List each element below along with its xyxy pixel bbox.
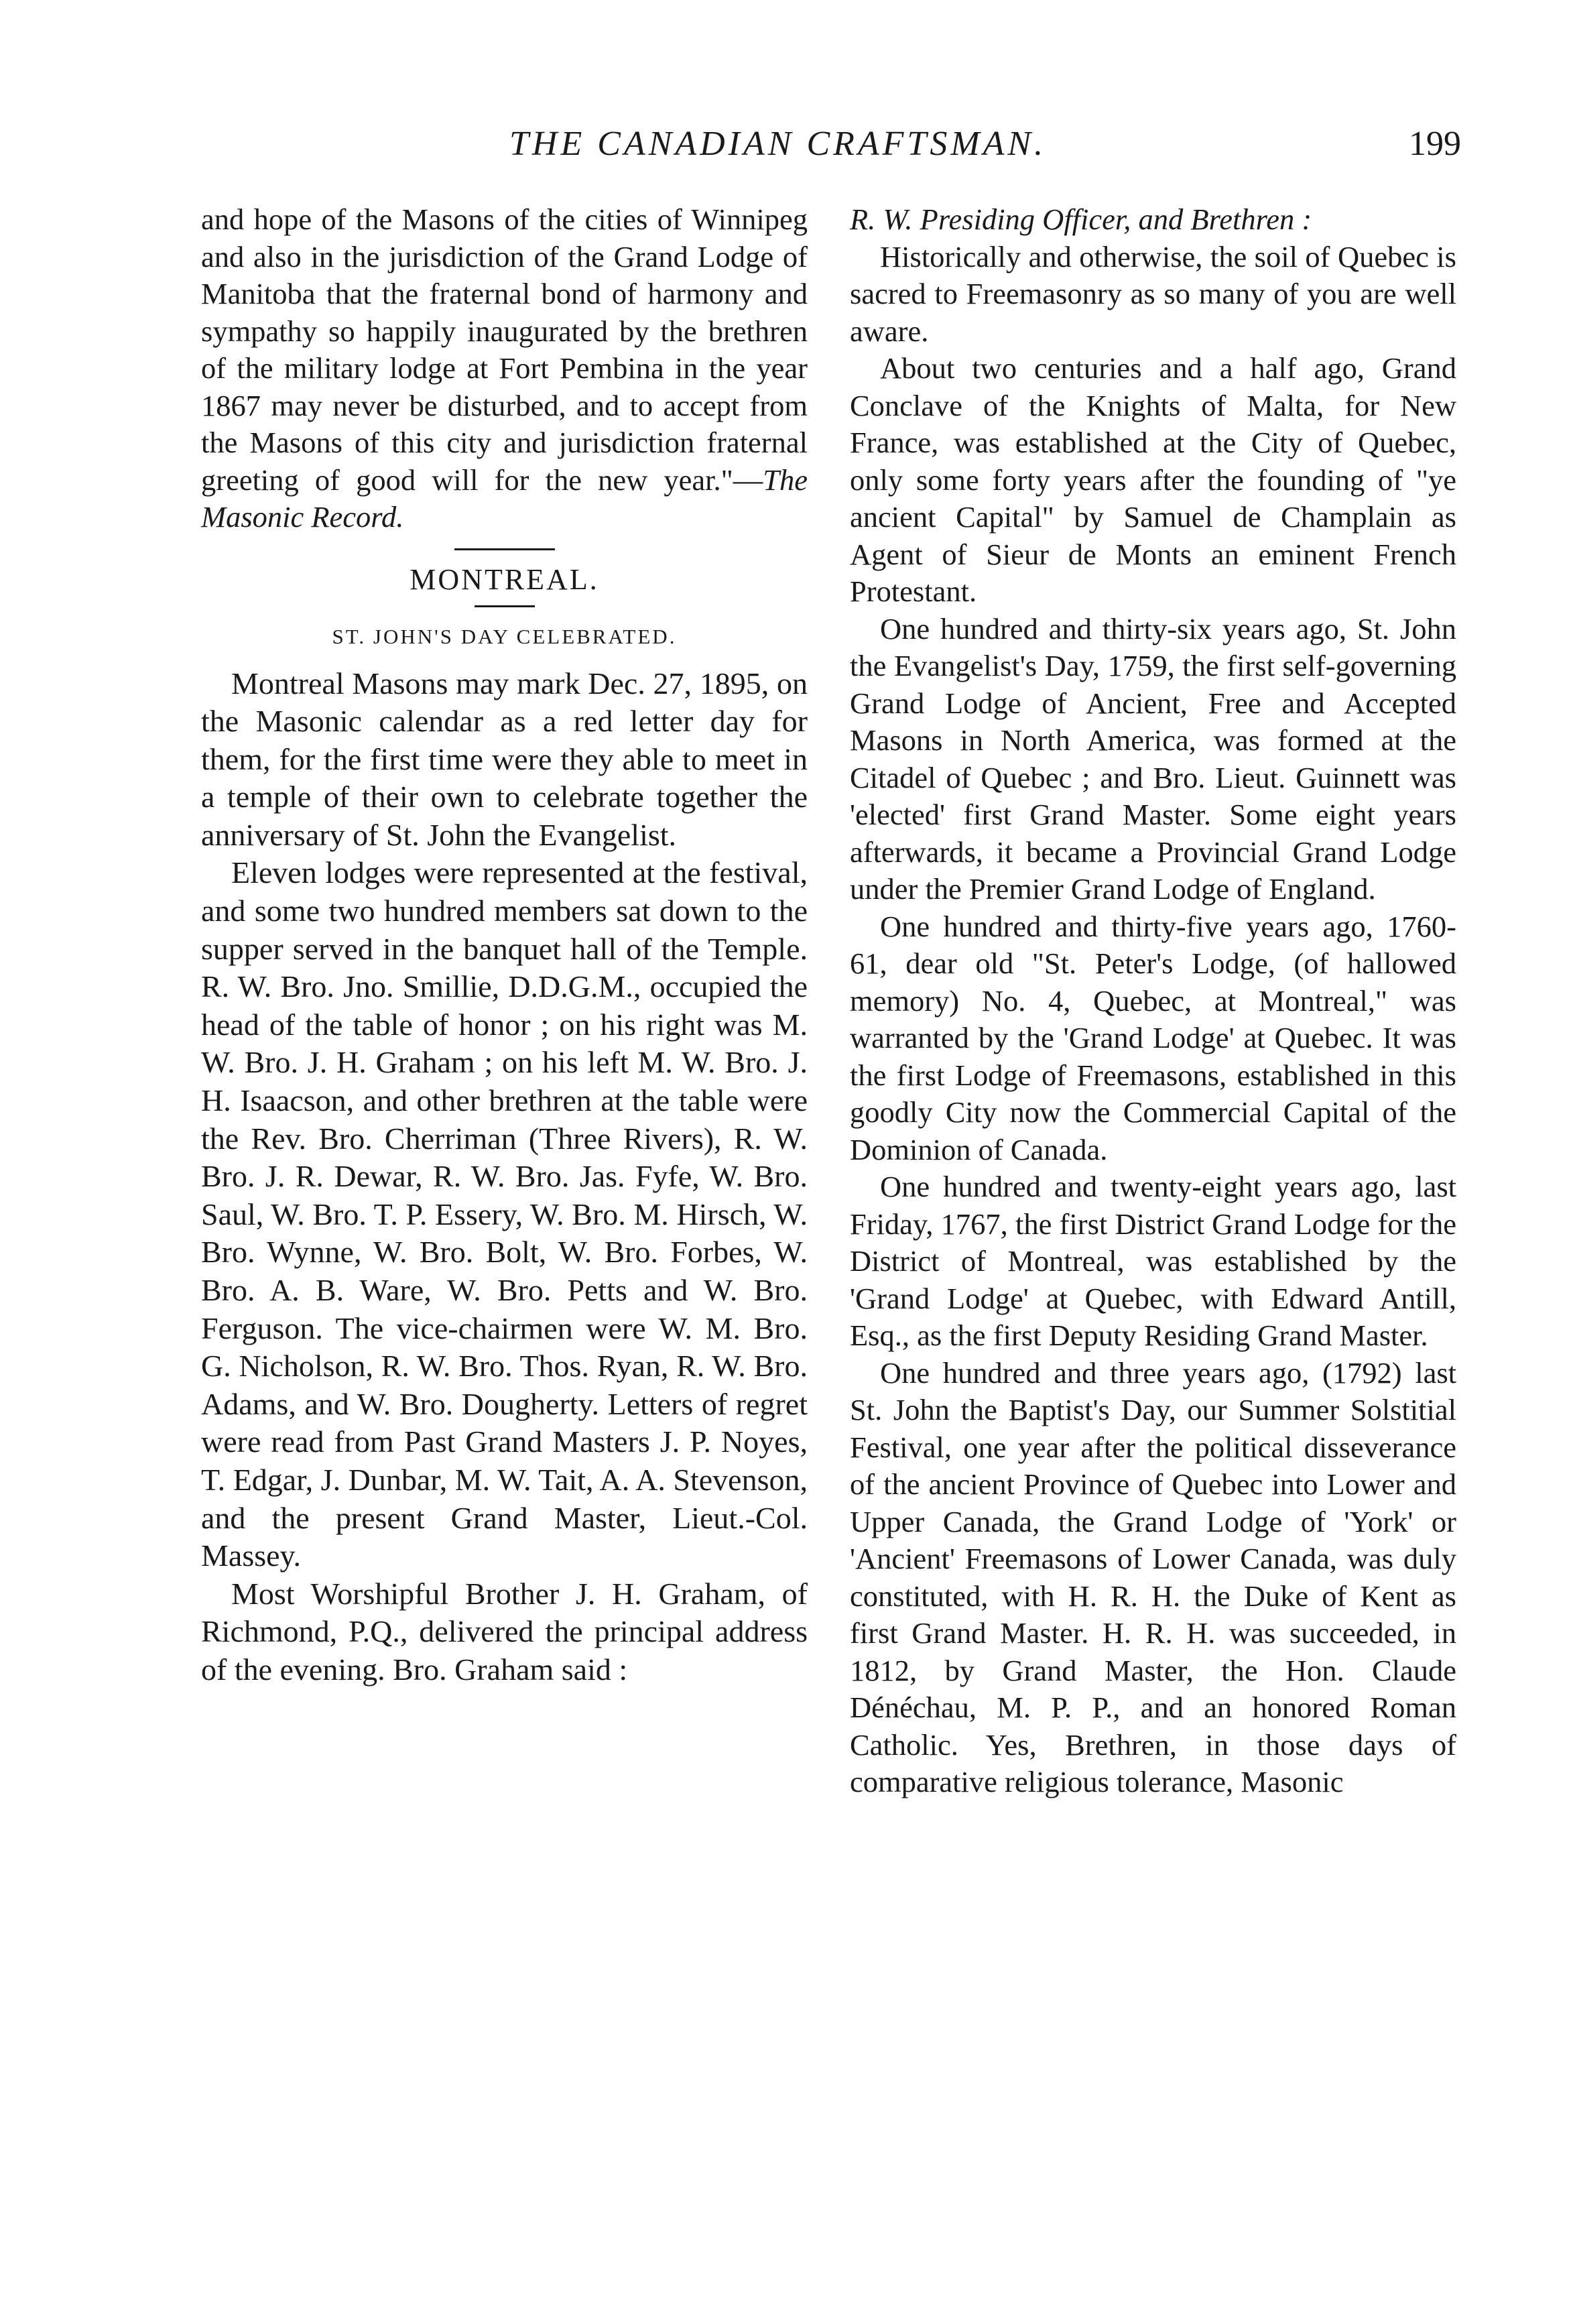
section-heading: MONTREAL. bbox=[410, 562, 599, 596]
intro-paragraph bbox=[201, 201, 808, 536]
address-salutation: R. W. Presiding Officer, and Brethren : bbox=[850, 202, 1312, 236]
address-paragraph: One hundred and thirty-five years ago, 1760-61, dear old "St. Peter's Lodge, (of hallowed memory) No. 4, Quebec, at Montreal," was warranted by the 'Grand Lodge' at Quebec. It was the first Lodge of Freemasons, established in this goodly City now the Commercial Capital of the Dominion of Canada. bbox=[850, 909, 1456, 1166]
article-paragraph: Eleven lodges were represented at the festival, and some two hundred members sat down to the supper served in the banquet hall of the Temple. R. W. Bro. Jno. Smillie, D.D.G.M., occupied the head of the table of honor ; on his right was M. W. Bro. J. H. Graham ; on his left M. W. Bro. J. H. Isaacson, and other brethren at the table were the Rev. Bro. Cherriman (Three Rivers), R. W. Bro. J. R. Dewar, R. W. Bro. Jas. Fyfe, W. Bro. Saul, W. Bro. T. P. Essery, W. Bro. M. Hirsch, W. Bro. Wynne, W. Bro. Bolt, W. Bro. Forbes, W. Bro. A. B. Ware, W. Bro. Petts and W. Bro. Ferguson. The vice-chairmen were W. M. Bro. G. Nicholson, R. W. Bro. Thos. Ryan, R. W. Bro. Adams, and W. Bro. Dougherty. Letters of regret were read from Past Grand Masters J. P. Noyes, T. Edgar, J. Dunbar, M. W. Tait, A. A. Stevenson, and the present Grand Master, Lieut.-Col. Massey. bbox=[201, 855, 808, 1573]
intro-source: The Masonic Record. bbox=[201, 463, 808, 534]
running-header bbox=[201, 121, 1461, 168]
address-paragraph: About two centuries and a half ago, Grand Conclave of the Knights of Malta, for New France, was established at the City of Quebec, only some forty years after the founding of "ye ancient Capital" by Samuel de Champlain as Agent of Sieur de Monts an eminent French Protestant. bbox=[850, 351, 1456, 608]
page-number: 199 bbox=[1409, 125, 1461, 163]
address-paragraph: One hundred and three years ago, (1792) last St. John the Baptist's Day, our Summer Solstitial Festival, one year after the political disseverance of the ancient Province of Quebec into Lower and Upper Canada, the Grand Lodge of 'York' or 'Ancient' Freemasons of Lower Canada, was duly constituted, with H. R. H. the Duke of Kent as first Grand Master. H. R. H. was succeeded, in 1812, by Grand Master, the Hon. Claude Dénéchau, M. P. P., and an honored Roman Catholic. Yes, Brethren, in those days of comparative religious tolerance, Masonic bbox=[850, 1355, 1456, 1798]
section-subrule bbox=[475, 605, 535, 607]
article-paragraph: Montreal Masons may mark Dec. 27, 1895, on the Masonic calendar as a red letter day for them, for the first time were they able to meet in a temple of their own to celebrate together the anniversary of St. John the Evangelist. bbox=[201, 666, 808, 852]
right-column bbox=[850, 201, 1456, 1801]
intro-text: and hope of the Masons of the cities of Winnipeg and also in the jurisdiction of the Grand Lodge of Manitoba that the fraternal bond of harmony and sympathy so happily inaugurated by the brethren of the military lodge at Fort Pembina in the year 1867 may never be disturbed, and to accept from the Masons of this city and jurisdiction fraternal greeting of good will for the new year."— bbox=[201, 202, 808, 497]
journal-title: THE CANADIAN CRAFTSMAN. bbox=[509, 125, 1047, 163]
section-rule bbox=[454, 548, 555, 550]
section-subheading: ST. JOHN'S DAY CELEBRATED. bbox=[332, 624, 677, 648]
address-paragraph: Historically and otherwise, the soil of Quebec is sacred to Freemasonry as so many of you are well aware. bbox=[850, 239, 1456, 348]
left-column bbox=[201, 201, 808, 1689]
article-paragraph: Most Worshipful Brother J. H. Graham, of Richmond, P.Q., delivered the principal address of the evening. Bro. Graham said : bbox=[201, 1576, 808, 1687]
address-paragraph: One hundred and twenty-eight years ago, last Friday, 1767, the first District Grand Lodge for the District of Montreal, was established by the 'Grand Lodge' at Quebec, with Edward Antill, Esq., as the first Deputy Residing Grand Master. bbox=[850, 1170, 1456, 1352]
address-paragraph: One hundred and thirty-six years ago, St. John the Evangelist's Day, 1759, the first self-governing Grand Lodge of Ancient, Free and Accepted Masons in North America, was formed at the Citadel of Quebec ; and Bro. Lieut. Guinnett was 'elected' first Grand Master. Some eight years afterwards, it became a Provincial Grand Lodge under the Premier Grand Lodge of England. bbox=[850, 611, 1456, 906]
